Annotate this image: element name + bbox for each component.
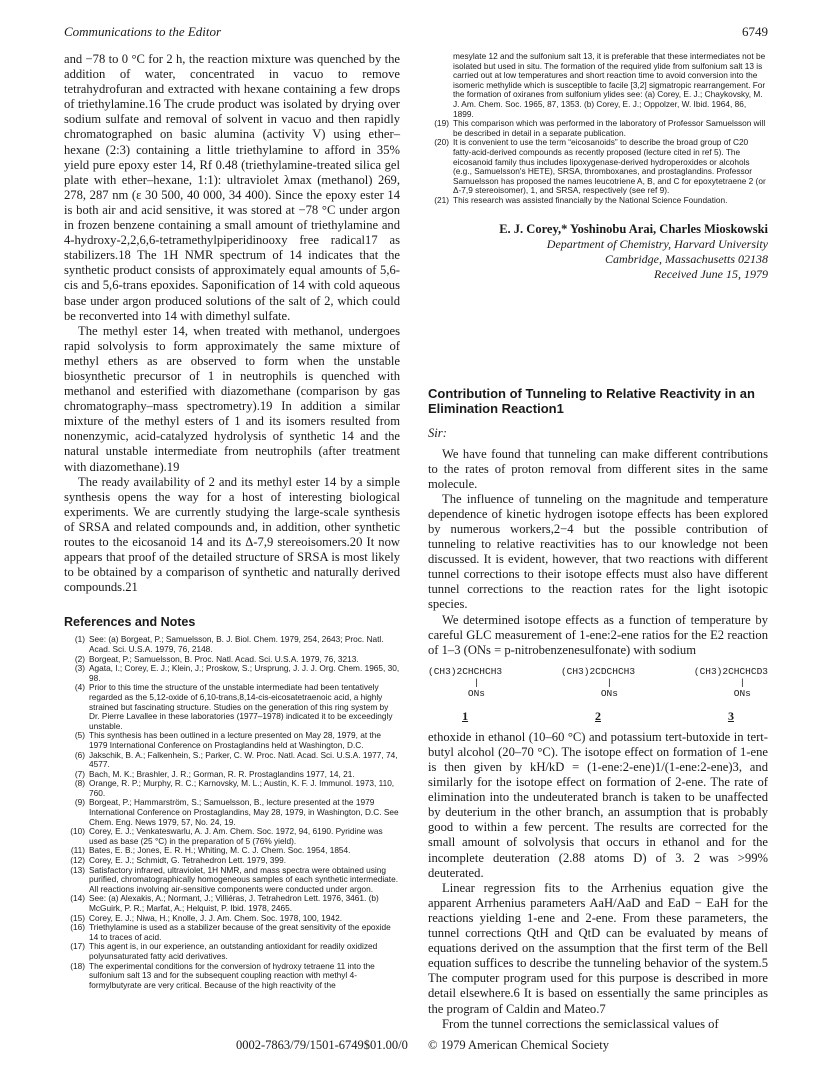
reference-number: (8) [74,778,85,789]
reference-text: Orange, R. P.; Murphy, R. C.; Karnovsky, M. L.; Austin, K. F. J. Immunol. 1973, 110, 760. [89,778,395,798]
structure-2 [561,666,635,724]
reference-item [64,866,400,895]
salutation: Sir: [428,425,447,440]
right-column [428,52,768,1032]
compound-number: 3 [727,708,734,723]
reference-number: (5) [74,730,85,741]
reference-number: (9) [74,797,85,808]
reference-text: See: (a) Alexakis, A.; Normant, J.; Villiéras, J. Tetrahedron Lett. 1976, 3461. (b) McGuirk, P. R.; Marfat, A.; Helquist, P. Ibid. 1978, 2465. [89,893,379,913]
reference-text: The experimental conditions for the conversion of hydroxy tetraene 11 into the sulfonium salt 13 and for the subsequent coupling reaction with methyl 4-formylbutyrate are very critical. Because of the high reactivity of the [89,960,375,990]
compound-number: 1 [462,708,469,723]
references-list [64,635,400,990]
reference-number: (16) [70,922,85,933]
reference-number [428,52,453,119]
reference-item [64,923,400,942]
reference-number: (11) [70,845,85,856]
paragraph: ethoxide in ethanol (10–60 °C) and potassium tert-butoxide in tert-butyl alcohol (20–70 °C). The isotope effect on formation of 1-ene is then given by kH/kD = (1-ene:2-ene)1/(1-ene:2-ene)3, and similarly for the isotope effect on formation of 2-ene. The rate of elimination into the undeuterated branch is taken to be unaffected by deuterium in the other branch, an assumption that is probably good to within a few percent. The results are corrected for the small amount of solvolysis that occurs in ethanol and for the incomplete deuteration (2.88 atoms D) of 3. 2 was >99% deuterated. [428,729,768,880]
authors: E. J. Corey,* Yoshinobu Arai, Charles Mioskowski [499,221,768,236]
reference-text: Satisfactory infrared, ultraviolet, 1H NMR, and mass spectra were obtained using purified, chromatographically homogeneous samples of each synthetic intermediate. All reactions involving air-sensitive components were conducted under argon. [89,864,398,894]
reference-number: (2) [74,653,85,664]
reference-text: Borgeat, P.; Hammarström, S.; Samuelsson, B., lecture presented at the 1979 International Conference on Prostaglandins, May 28, 1979, in Washington, D.C. See Chem. Eng. News 1979, 57, No. 24, 19. [89,797,399,827]
reference-text: Corey, E. J.; Venkateswarlu, A. J. Am. Chem. Soc. 1972, 94, 6190. Pyridine was used as base (25 °C) in the preparation of 5 (76% yield). [89,826,383,846]
reference-text: This comparison which was performed in the laboratory of Professor Samuelsson will be described in detail in a separate publication. [453,118,766,138]
reference-item [64,635,400,654]
reference-number: (1) [74,634,85,645]
reference-text: See: (a) Borgeat, P.; Samuelsson, B. J. Biol. Chem. 1979, 254, 2643; Proc. Natl. Acad. Sci. U.S.A. 1979, 76, 2148. [89,634,384,654]
reference-number: (3) [74,663,85,674]
copyright: © 1979 American Chemical Society [428,1038,609,1052]
reference-item [64,827,400,846]
paragraph: The influence of tunneling on the magnitude and temperature dependence of kinetic hydrogen isotope effects has been explored by numerous workers,2−4 but the possible contribution of tunneling to relative reactivities has to our knowledge not been discussed. It is evident, however, that two reactions with different tunnel corrections to their isotope effects must also have different tunnel corrections to the reaction rates for the light isotopic species. [428,491,768,612]
reference-item [64,779,400,798]
reference-number: (13) [70,864,85,875]
reference-text: Corey, E. J.; Niwa, H.; Knolle, J. J. Am. Chem. Soc. 1978, 100, 1942. [89,912,343,923]
reference-item [64,751,400,770]
reference-text: Triethylamine is used as a stabilizer because of the great sensitivity of the epoxide 14 to traces of acid. [89,922,391,942]
reference-text: Bates, E. B.; Jones, E. R. H.; Whiting, M. C. J. Chem. Soc. 1954, 1854. [89,845,351,856]
reference-item [64,683,400,731]
reference-number: (4) [74,682,85,693]
article-code: 0002-7863/79/1501-6749$01.00/0 [236,1038,408,1052]
author-block [428,222,768,282]
reference-item [64,798,400,827]
reference-item [64,894,400,913]
page-number: 6749 [742,24,768,39]
reference-text: Corey, E. J.; Schmidt, G. Tetrahedron Lett. 1979, 399. [89,855,287,866]
reference-text: This research was assisted financially by the National Science Foundation. [453,194,728,205]
references-heading: References and Notes [64,615,196,630]
paragraph: We have found that tunneling can make different contributions to the rates of proton removal from different sites in the same molecule. [428,446,768,491]
running-header: Communications to the Editor [64,24,222,39]
reference-text: This synthesis has been outlined in a lecture presented on May 28, 1979, at the 1979 International Conference on Prostaglandins held at Washington, D.C. [89,730,381,750]
reference-number: (7) [74,768,85,779]
reference-number: (12) [70,855,85,866]
structure-3 [694,666,768,724]
reference-item [428,52,768,119]
references-continued [428,52,768,206]
paragraph: From the tunnel corrections the semiclassical values of [442,1016,719,1031]
reference-text: Agata, I.; Corey, E. J.; Klein, J.; Proskow, S.; Ursprung, J. J. J. Org. Chem. 1965, 30, 98. [89,663,400,683]
paragraph: Linear regression fits to the Arrhenius equation give the apparent Arrhenius parameters AaH/AaD and EaD − EaH for the reactions yielding 1-ene and 2-ene. From these parameters, the tunnel corrections QtH and QtD can be evaluated by means of equations derived on the assumption that the first term of the Bell equation suffices to describe the tunneling behavior of the system.5 The computer program used for this purpose is described in more detail elsewhere.6 It is based on essentially the same principles as the program of Caldin and Mateo.7 [428,880,768,1016]
city: Cambridge, Massachusetts 02138 [605,251,768,266]
reference-number: (15) [70,912,85,923]
reference-item [428,196,768,206]
formula: (CH3)2CDCHCH3 | ONs [560,665,636,699]
paragraph: The ready availability of 2 and its methyl ester 14 by a simple synthesis opens the way for a host of interesting biological experiments. We are currently studying the large-scale synthesis of SRSA and related compounds and, in addition, other synthetic routes to the eicosanoid 14 and its Δ-7,9 stereoisomers.20 It now appears that proof of the detailed structure of SRSA is most likely to be obtained by a comparison of synthetic and naturally derived compounds.21 [64,474,400,595]
compound-number: 2 [595,708,601,723]
reference-number: (18) [70,960,85,971]
reference-number: (6) [74,749,85,760]
reference-item [428,119,768,138]
reference-item [64,731,400,750]
paragraph: We determined isotope effects as a function of temperature by careful GLC measurement of 1-ene:2-ene ratios for the E2 reaction of 1–3 (ONs = p-nitrobenzenesulfonate) with sodium [428,612,768,657]
reference-item [64,942,400,961]
formula: (CH3)2CHCHCH3 | ONs [428,665,503,699]
reference-text: Jakschik, B. A.; Falkenhein, S.; Parker, C. W. Proc. Natl. Acad. Sci. U.S.A. 1977, 74, 4577. [89,749,398,770]
reference-number: (17) [70,941,85,952]
received-date: Received June 15, 1979 [654,266,768,281]
reference-number: (10) [70,826,85,837]
paragraph: The methyl ester 14, when treated with methanol, undergoes rapid solvolysis to form approximately the same mixture of methyl ethers as are observed to form when the unstable biosynthetic precursor of 1 in neutrophils is quenched with methanol and esterified with diazomethane (comparison by gas chromatography–mass spectrometry).19 In addition a similar mixture of the methyl esters of 1 and its isomers resulted from nonenzymic, acid-catalyzed hydrolysis of synthetic 14 and the natural unstable intermediate from neutrophils (after treatment with diazomethane).19 [64,323,400,474]
article-title: Contribution of Tunneling to Relative Reactivity in an Elimination Reaction1 [428,385,755,416]
structure-formulas [428,666,768,724]
reference-number: (20) [434,137,449,148]
left-column [64,52,400,990]
reference-number: (14) [70,893,85,904]
reference-item [64,962,400,991]
reference-text: It is convenient to use the term “eicosanoids” to describe the broad group of C20 fatty-acid-derived compounds as recently proposed (lecture cited in ref 5). The eicosanoid family thus includes lipoxygenase-derived hydroperoxides or alcohols (e.g., Samuelsson's HETE), SRSA, thromboxanes, and prostaglandins. Professor Samuelsson has proposed the names leucotriene A, B, and C for epoxytetraene 2 (or Δ-7,9 stereoisomer), 1, and SRSA, respectively (see ref 9). [453,137,766,196]
reference-text: mesylate 12 and the sulfonium salt 13, it is preferable that these intermediates not be isolated but used in situ. The formation of the required ylide from sulfonium salt 13 is carried out at low temperatures and short reaction time to avoid conversion into the isomeric methylide which is susceptible to facile [3,2] sigmatropic rearrangement. For the formation of oxiranes from sulfonium ylides see: (a) Corey, E. J.; Chaykovsky, M. J. Am. Chem. Soc. 1965, 87, 1353. (b) Corey, E. J.; Oppolzer, W. Ibid. 1964, 86, 1899. [453,51,766,119]
reference-number: (21) [434,194,449,205]
structure-1 [428,666,502,724]
reference-text: Bach, M. K.; Brashler, J. R.; Gorman, R. R. Prostaglandins 1977, 14, 21. [89,768,355,779]
reference-text: Prior to this time the structure of the unstable intermediate had been tentatively regarded as the 5,12-oxide of 6,10-trans,8,14-cis-eicosatetraenoic acid, a highly strained but fascinating structure. Studies on the generation of this ring system by Dr. Pierre Lavallee in these laboratories (1977–1978) indicated it to be exceedingly unstable. [89,682,393,731]
paragraph: and −78 to 0 °C for 2 h, the reaction mixture was quenched by the addition of water, concentrated in vacuo to remove tetrahydrofuran and extracted with hexane containing a few drops of triethylamine.16 The crude product was isolated by drying over sodium sulfate and removal of solvent in vacuo and then rapidly chromatographed on basic alumina (activity V) using ether–hexane (2:3) containing a little triethylamine to afford in 35% yield pure epoxy ester 14, Rf 0.48 (triethylamine-treated silica gel plate with ether–hexane, 1:1): ultraviolet λmax (methanol) 269, 278, 287 nm (ε 30 500, 40 000, 34 400). Since the epoxy ester 14 is both air and acid sensitive, it was stored at −78 °C under argon in frozen benzene containing a small amount of triethylamine and 4-hydroxy-2,2,6,6-tetramethylpiperidinooxy free radical17 as stabilizers.18 The 1H NMR spectrum of 14 indicates that the synthetic product consists of approximately equal amounts of 5,6-cis and 5,6-trans epoxides. Saponification of 14 with cold aqueous base under argon produced solutions of the salt of 2, which could be reconverted into 14 with dimethyl sulfate. [64,52,400,323]
reference-text: This agent is, in our experience, an outstanding antioxidant for readily oxidized polyunsaturated fatty acid derivatives. [89,941,378,961]
formula: (CH3)2CHCHCD3 | ONs [693,665,768,699]
reference-number: (19) [434,118,449,129]
reference-item [64,664,400,683]
reference-item [428,138,768,196]
reference-text: Borgeat, P.; Samuelsson, B. Proc. Natl. Acad. Sci. U.S.A. 1979, 76, 3213. [89,653,359,664]
department: Department of Chemistry, Harvard University [546,236,768,251]
